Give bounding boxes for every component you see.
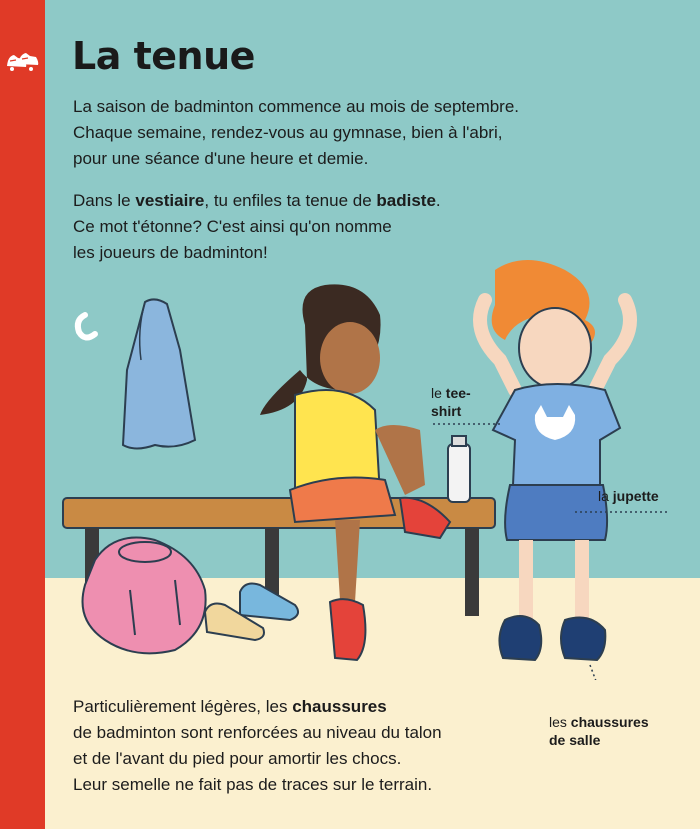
shoes-article: les [549,714,571,730]
teeshirt-label [431,384,471,420]
coat-icon [123,299,195,448]
shoes-term-1: chaussures [570,714,649,730]
jupette-article: la [598,488,613,504]
vestiaire-term: vestiaire [135,191,205,210]
locker-room-illustration [45,240,700,680]
vestiaire-line-1c: , tu enfiles ta tenue de [204,191,377,210]
standing-girl-illustration [480,260,630,660]
coat-hook-icon [78,315,95,338]
teeshirt-article: le [431,385,446,401]
chaussures-term: chaussures [292,697,387,716]
water-bottle-icon [448,436,470,502]
vestiaire-line-1e: . [435,191,441,210]
intro-paragraph [73,94,633,172]
vestiaire-line-1a: Dans le [73,191,136,210]
vestiaire-paragraph [73,188,633,266]
shoes-term-2: de salle [549,732,601,748]
side-band [0,0,45,829]
jupette-term: jupette [612,488,659,504]
backpack-icon [83,538,206,654]
page-title: La tenue [72,34,255,78]
jupette-label [598,487,659,505]
vestiaire-line-2: Ce mot t'étonne? C'est ainsi qu'on nomme [73,217,392,236]
shoes-label [549,713,649,749]
intro-line-2: Chaque semaine, rendez-vous au gymnase, bien à l'abri, [73,123,503,142]
teeshirt-term-2: shirt [431,403,462,419]
teeshirt-term-1: tee- [445,385,471,401]
badiste-term: badiste [376,191,436,210]
intro-line-3: pour une séance d'une heure et demie. [73,149,369,168]
chaussures-line-4: Leur semelle ne fait pas de traces sur le terrain. [73,775,433,794]
intro-line-1: La saison de badminton commence au mois de septembre. [73,97,520,116]
sneakers-icon [205,584,298,640]
shuttlecock-shoe-icon [4,46,40,74]
vestiaire-line-3: les joueurs de badminton! [73,243,268,262]
chaussures-line-2: de badminton sont renforcées au niveau du talon [73,723,442,742]
chaussures-line-1a: Particulièrement légères, les [73,697,293,716]
chaussures-paragraph [73,694,513,798]
chaussures-line-3: et de l'avant du pied pour amortir les chocs. [73,749,402,768]
